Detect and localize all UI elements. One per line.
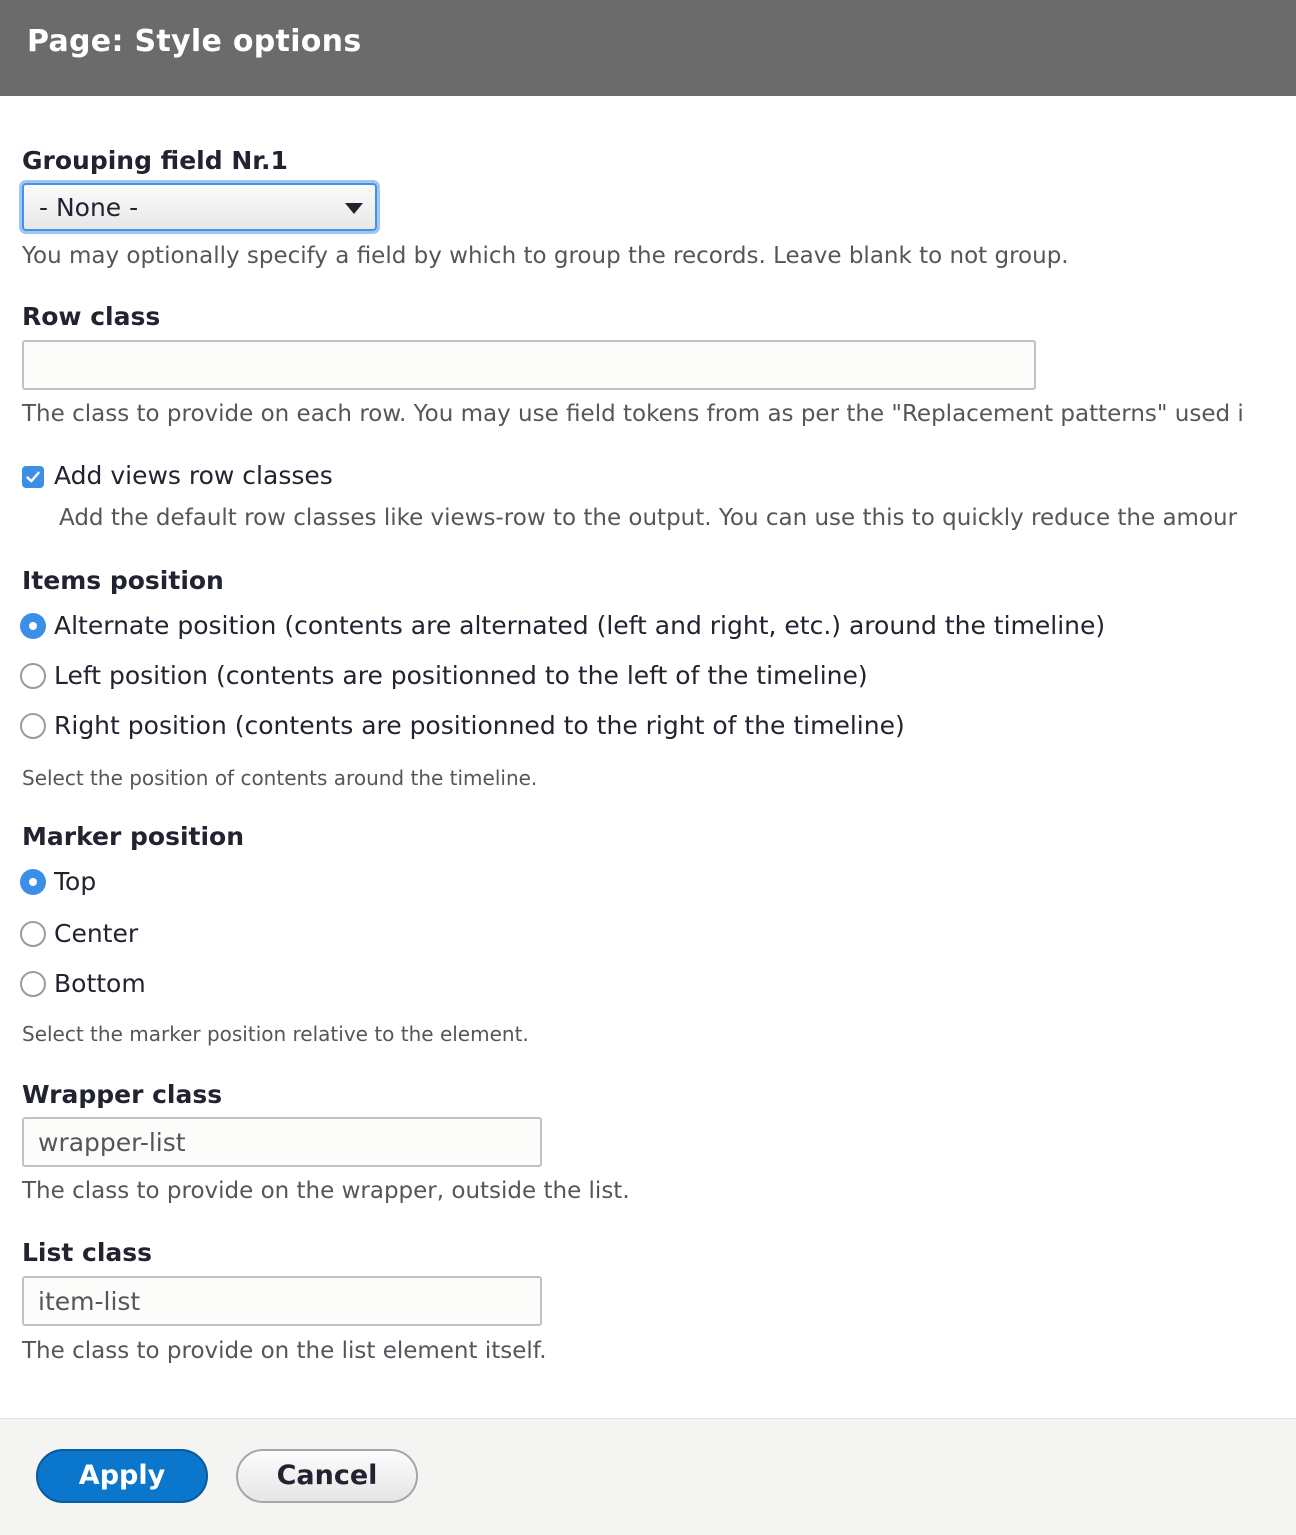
dialog-button-pane	[0, 1418, 1296, 1535]
items-position-description: Select the position of contents around the timeline.	[22, 766, 538, 790]
views-row-classes-checkbox[interactable]	[22, 466, 44, 488]
views-row-classes-description: Add the default row classes like views-row to the output. You can use this to quickly reduce the amour	[59, 505, 1238, 531]
list-class-input[interactable]	[22, 1276, 542, 1326]
row-class-label: Row class	[22, 302, 161, 331]
wrapper-class-label: Wrapper class	[22, 1080, 223, 1109]
grouping-field-select[interactable]	[22, 183, 377, 231]
items-position-left-radio[interactable]	[20, 663, 46, 689]
list-class-description: The class to provide on the list element itself.	[22, 1338, 547, 1364]
items-position-right-label[interactable]: Right position (contents are positionned to the right of the timeline)	[54, 711, 905, 740]
marker-position-bottom-radio[interactable]	[20, 971, 46, 997]
apply-button[interactable]: Apply	[36, 1449, 208, 1503]
marker-position-bottom-label[interactable]: Bottom	[54, 969, 146, 998]
wrapper-class-input[interactable]	[22, 1117, 542, 1167]
marker-position-top-label[interactable]: Top	[54, 867, 97, 896]
items-position-alternate-label[interactable]: Alternate position (contents are alternated (left and right, etc.) around the timeline)	[54, 611, 1106, 640]
row-class-input[interactable]	[22, 340, 1036, 390]
items-position-label: Items position	[22, 566, 224, 595]
list-class-label: List class	[22, 1238, 153, 1267]
grouping-field-description: You may optionally specify a field by which to group the records. Leave blank to not group.	[22, 243, 1069, 269]
marker-position-center-label[interactable]: Center	[54, 919, 139, 948]
dialog-title: Page: Style options	[27, 24, 362, 59]
items-position-left-label[interactable]: Left position (contents are positionned to the left of the timeline)	[54, 661, 868, 690]
marker-position-center-radio[interactable]	[20, 921, 46, 947]
marker-position-label: Marker position	[22, 822, 245, 851]
views-row-classes-label[interactable]: Add views row classes	[54, 461, 333, 490]
wrapper-class-description: The class to provide on the wrapper, outside the list.	[22, 1178, 630, 1204]
items-position-alternate-radio[interactable]	[20, 613, 46, 639]
chevron-down-icon	[345, 203, 363, 214]
grouping-field-selected-value: - None -	[39, 193, 139, 222]
row-class-description: The class to provide on each row. You may use field tokens from as per the "Replacement patterns" used i	[22, 401, 1244, 427]
checkmark-icon	[25, 469, 41, 485]
marker-position-description: Select the marker position relative to the element.	[22, 1022, 529, 1046]
items-position-right-radio[interactable]	[20, 713, 46, 739]
cancel-button[interactable]: Cancel	[236, 1449, 418, 1503]
grouping-field-label: Grouping field Nr.1	[22, 146, 288, 175]
marker-position-top-radio[interactable]	[20, 869, 46, 895]
